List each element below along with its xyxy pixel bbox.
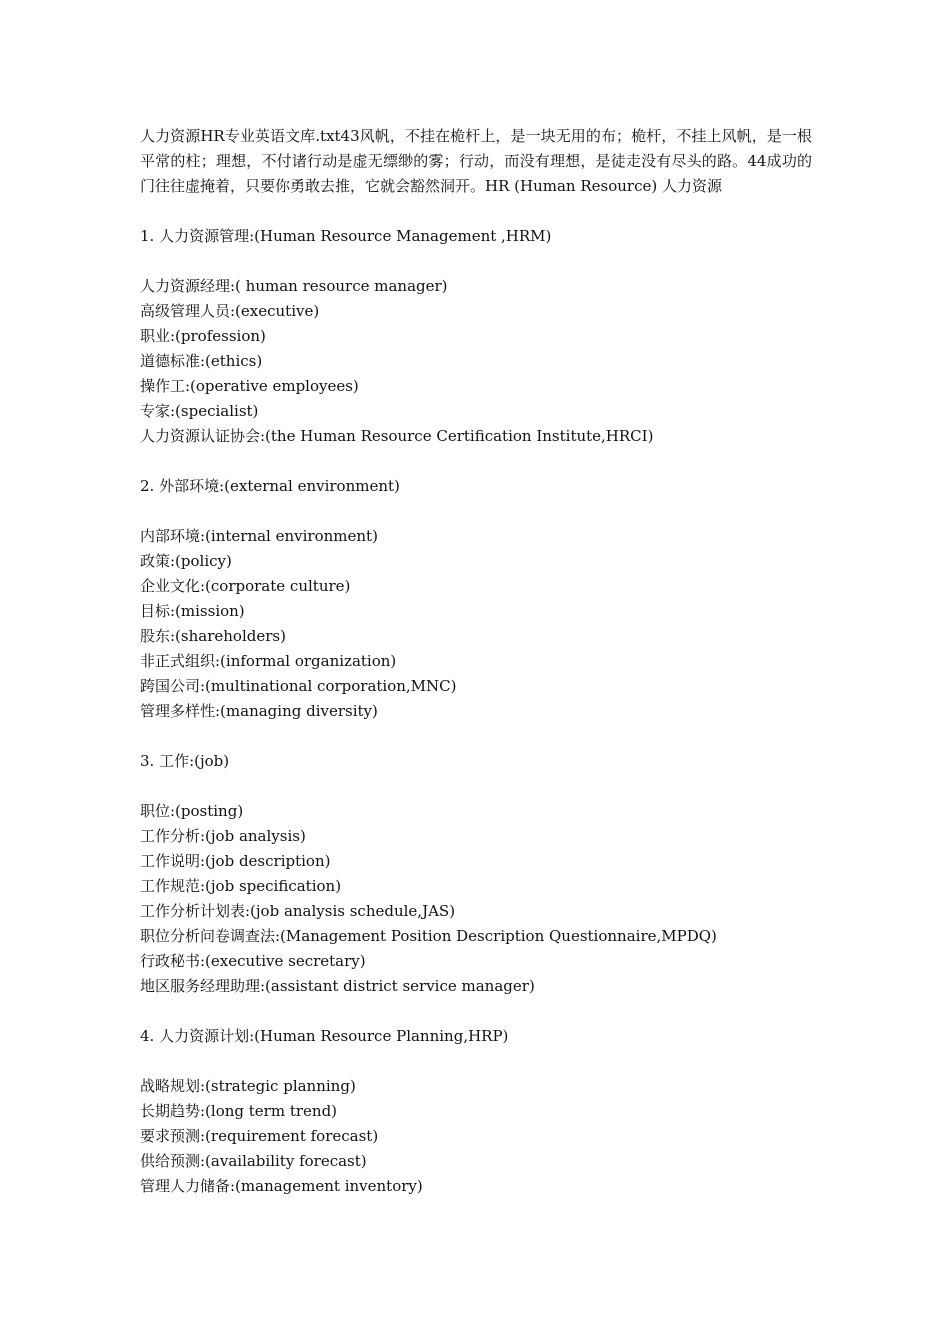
term-line: 股东:(shareholders) xyxy=(140,627,286,645)
document-page xyxy=(140,124,812,1199)
term-line: 战略规划:(strategic planning) xyxy=(140,1077,356,1095)
term-line: 职业:(profession) xyxy=(140,327,266,345)
section-hrm xyxy=(140,224,812,474)
section-hrp xyxy=(140,1024,812,1199)
term-line: 职位:(posting) xyxy=(140,802,244,820)
section-job xyxy=(140,749,812,1024)
term-line: 高级管理人员:(executive) xyxy=(140,302,320,320)
term-line: 目标:(mission) xyxy=(140,602,245,620)
section-heading: 4. 人力资源计划:(Human Resource Planning,HRP) xyxy=(140,1027,509,1045)
spacer xyxy=(140,999,812,1024)
section-heading: 3. 工作:(job) xyxy=(140,752,230,770)
term-line: 工作规范:(job specification) xyxy=(140,877,342,895)
term-line: 职位分析问卷调查法:(Management Position Description Questionnaire,MPDQ) xyxy=(140,927,717,945)
term-line: 企业文化:(corporate culture) xyxy=(140,577,351,595)
term-line: 工作说明:(job description) xyxy=(140,852,331,870)
term-line: 内部环境:(internal environment) xyxy=(140,527,378,545)
spacer xyxy=(140,499,812,524)
spacer xyxy=(140,1049,812,1074)
term-line: 操作工:(operative employees) xyxy=(140,377,359,395)
term-line: 行政秘书:(executive secretary) xyxy=(140,952,366,970)
spacer xyxy=(140,774,812,799)
term-line: 长期趋势:(long term trend) xyxy=(140,1102,338,1120)
spacer xyxy=(140,724,812,749)
term-line: 地区服务经理助理:(assistant district service manager) xyxy=(140,977,535,995)
term-line: 专家:(specialist) xyxy=(140,402,259,420)
term-line: 人力资源经理:( human resource manager) xyxy=(140,277,448,295)
term-line: 政策:(policy) xyxy=(140,552,232,570)
spacer xyxy=(140,249,812,274)
spacer xyxy=(140,199,812,224)
term-line: 跨国公司:(multinational corporation,MNC) xyxy=(140,677,457,695)
term-line: 管理多样性:(managing diversity) xyxy=(140,702,378,720)
term-line: 工作分析:(job analysis) xyxy=(140,827,306,845)
section-external-environment xyxy=(140,474,812,749)
term-line: 道德标准:(ethics) xyxy=(140,352,263,370)
intro-paragraph: 人力资源HR专业英语文库.txt43风帆，不挂在桅杆上，是一块无用的布；桅杆，不挂上风帆，是一根平常的柱；理想，不付诸行动是虚无缥缈的雾；行动，而没有理想，是徒走没有尽头的路。44成功的门往往虚掩着，只要你勇敢去推，它就会豁然洞开。HR (Human Resource) 人力资源 xyxy=(140,127,812,195)
section-heading: 2. 外部环境:(external environment) xyxy=(140,477,400,495)
term-line: 管理人力储备:(management inventory) xyxy=(140,1177,423,1195)
term-line: 供给预测:(availability forecast) xyxy=(140,1152,367,1170)
term-line: 人力资源认证协会:(the Human Resource Certification Institute,HRCI) xyxy=(140,427,654,445)
section-heading: 1. 人力资源管理:(Human Resource Management ,HRM) xyxy=(140,227,552,245)
term-line: 要求预测:(requirement forecast) xyxy=(140,1127,379,1145)
spacer xyxy=(140,449,812,474)
term-line: 非正式组织:(informal organization) xyxy=(140,652,397,670)
term-line: 工作分析计划表:(job analysis schedule,JAS) xyxy=(140,902,456,920)
